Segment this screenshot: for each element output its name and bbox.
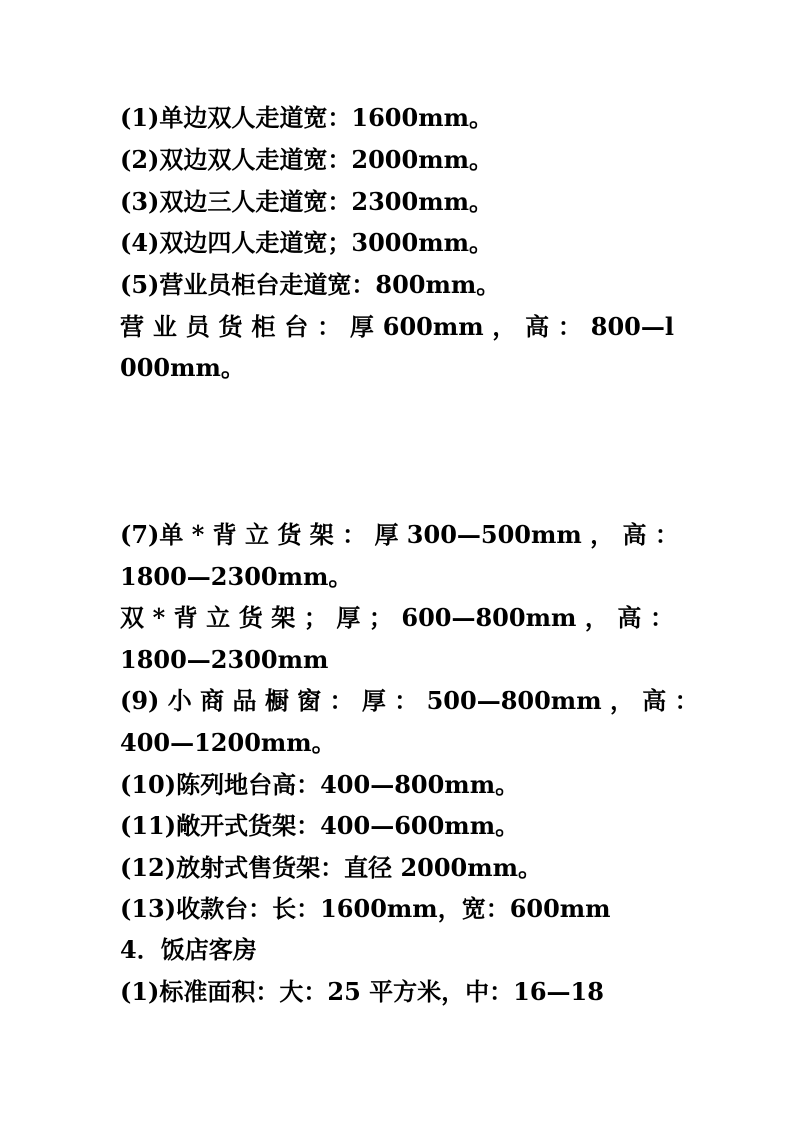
- text-line-open-shelf: (11)敞开式货架：400—600mm。: [120, 811, 520, 840]
- text-line-single-shelf: (7)单 * 背 立 货 架 ： 厚 300—500mm ， 高 ：: [120, 520, 679, 549]
- section-heading-hotel-room: 4．饭店客房: [120, 935, 257, 964]
- text-line-walkway-double-quad: (4)双边四人走道宽；3000mm。: [120, 228, 493, 257]
- text-line-cashier: (13)收款台：长：1600mm，宽：600mm: [120, 894, 611, 923]
- text-line-walkway-double-double: (2)双边双人走道宽：2000mm。: [120, 145, 493, 174]
- text-line-walkway-single-double: (1)单边双人走道宽：1600mm。: [120, 103, 493, 132]
- text-line-counter-size: 营 业 员 货 柜 台 ： 厚 600mm ， 高 ： 800—l: [120, 312, 674, 341]
- text-line-double-shelf-cont: 1800—2300mm: [120, 645, 329, 674]
- text-line-double-shelf: 双 * 背 立 货 架 ； 厚 ； 600—800mm ， 高 ：: [120, 603, 674, 632]
- text-line-standard-area: (1)标准面积：大：25 平方米，中：16—18: [120, 977, 604, 1006]
- text-line-display-platform: (10)陈列地台高：400—800mm。: [120, 770, 520, 799]
- text-line-single-shelf-cont: 1800—2300mm。: [120, 562, 353, 591]
- text-line-showcase: (9) 小 商 品 橱 窗 ： 厚 ： 500—800mm ， 高 ：: [120, 686, 699, 715]
- text-line-counter-walkway: (5)营业员柜台走道宽：800mm。: [120, 270, 501, 299]
- text-line-walkway-double-triple: (3)双边三人走道宽：2300mm。: [120, 187, 493, 216]
- text-line-showcase-cont: 400—1200mm。: [120, 728, 336, 757]
- text-line-radial-shelf: (12)放射式售货架：直径 2000mm。: [120, 853, 543, 882]
- text-line-counter-size-cont: 000mm。: [120, 353, 245, 382]
